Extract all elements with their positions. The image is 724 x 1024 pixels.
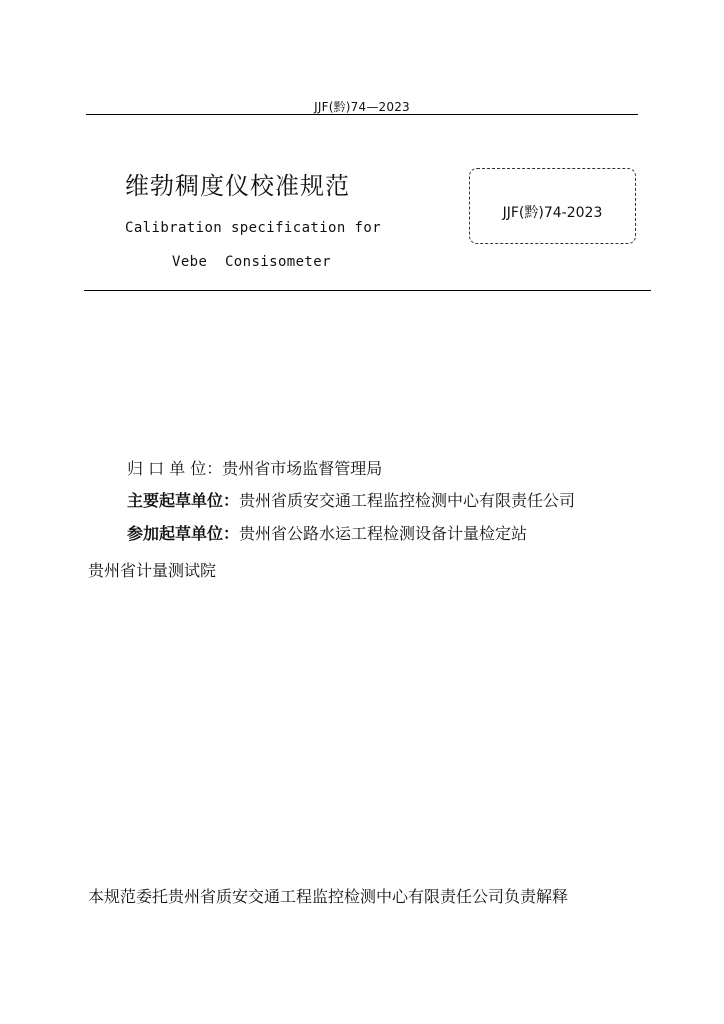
document-title-english-line-1: Calibration specification for xyxy=(125,220,382,236)
specification-code-box xyxy=(469,168,636,244)
specification-code: JJF(黔)74-2023 xyxy=(502,205,603,221)
org-label-participating-drafter: 参加起草单位： xyxy=(127,524,240,543)
participating-organization-continued: 贵州省计量测试院 xyxy=(88,561,217,580)
org-label-main-drafter: 主要起草单位： xyxy=(127,491,240,510)
interpretation-note: 本规范委托贵州省质安交通工程监控检测中心有限责任公司负责解释 xyxy=(88,887,569,906)
org-value-participating-drafter: 贵州省公路水运工程检测设备计量检定站 xyxy=(239,524,528,543)
title-divider xyxy=(84,290,651,291)
header-divider xyxy=(86,114,638,115)
org-label-responsible: 归 口 单 位： xyxy=(127,459,223,478)
org-value-responsible: 贵州省市场监督管理局 xyxy=(222,459,383,478)
document-title-chinese: 维勃稠度仪校准规范 xyxy=(125,172,350,200)
org-row-responsible xyxy=(127,456,382,479)
org-row-main-drafter xyxy=(127,488,575,511)
org-value-main-drafter: 贵州省质安交通工程监控检测中心有限责任公司 xyxy=(239,491,576,510)
document-title-english-line-2: Vebe Consisometer xyxy=(172,254,331,270)
header-document-code: JJF(黔)74—2023 xyxy=(314,100,410,114)
org-row-participating-drafter xyxy=(127,521,527,544)
